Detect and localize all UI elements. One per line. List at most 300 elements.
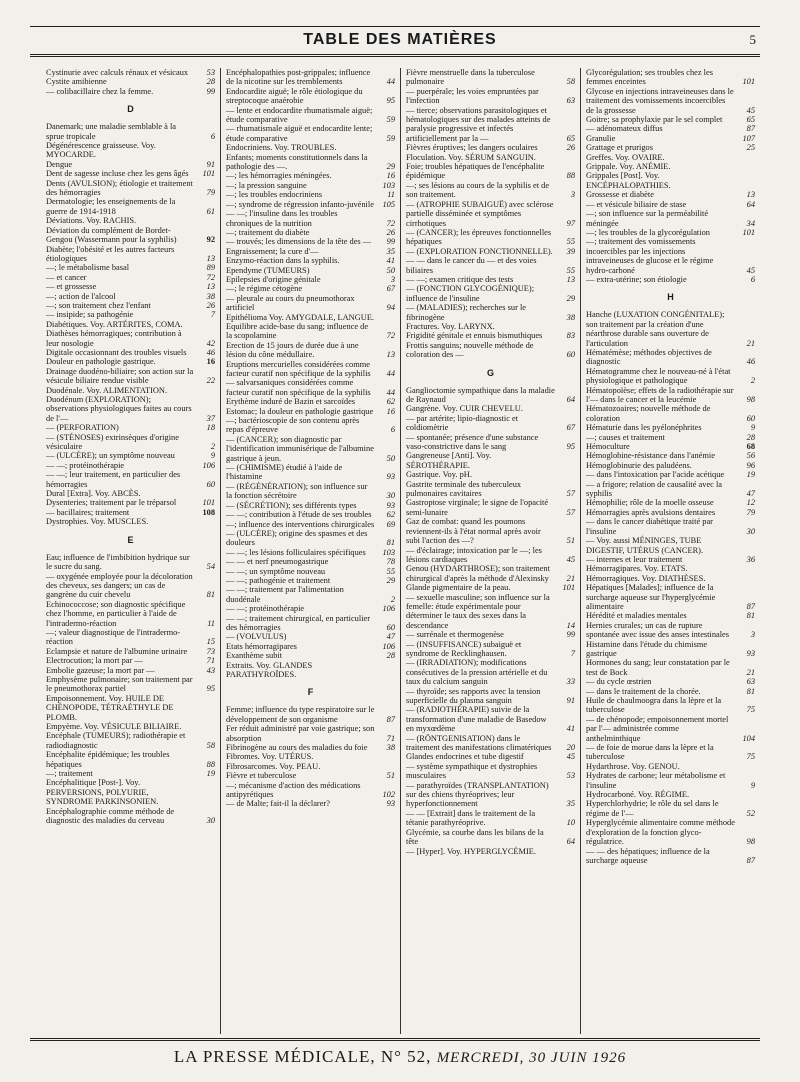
index-entry <box>406 153 575 162</box>
entry-page-ref: 11 <box>207 618 215 628</box>
index-entry <box>406 386 575 405</box>
section-letter: G <box>486 367 494 378</box>
entry-page-ref: 28 <box>386 651 395 661</box>
entry-text: Hernies crurales; un cas de rupture spontanée avec issue des anses intestinales <box>586 620 730 640</box>
index-entry <box>586 696 755 715</box>
entry-page-ref: 104 <box>742 733 755 743</box>
index-entry <box>406 303 575 322</box>
index-entry <box>46 722 215 731</box>
index-entry <box>46 451 215 460</box>
entry-text: — pleurale au cours du pneumothorax artificiel <box>226 293 355 313</box>
index-entry <box>226 604 395 613</box>
entry-text: — par artérite; lipio-diagnostic et coldiomètrie <box>406 413 519 433</box>
index-entry <box>46 263 215 272</box>
index-entry <box>586 564 755 573</box>
entry-text: — (RÉGÉNÉRATION); son influence sur la fonction sécrétoire <box>226 481 368 501</box>
entry-text: Hydarthrose. Voy. GENOU. <box>586 761 680 771</box>
index-entry <box>226 463 395 482</box>
entry-text: Epithélioma Voy. AMYGDALE, LANGUE. <box>226 312 375 322</box>
entry-text: Drainage duodéno-biliaire; son action sur la vésicule biliaire rendue visible <box>46 366 194 386</box>
entry-page-ref: 21 <box>566 573 575 583</box>
entry-page-ref: 22 <box>206 376 215 386</box>
index-entry <box>46 750 215 769</box>
entry-page-ref: 87 <box>386 714 395 724</box>
entry-page-ref: 16 <box>386 171 395 181</box>
index-entry <box>226 529 395 548</box>
index-entry <box>226 247 395 256</box>
index-entry <box>226 501 395 510</box>
entry-text: Encéphalite épidémique; les troubles hépatiques <box>46 750 170 769</box>
entry-page-ref: 12 <box>746 498 755 508</box>
entry-page-ref: 96 <box>746 460 755 470</box>
index-entry <box>226 68 395 87</box>
index-entry <box>586 574 755 583</box>
entry-page-ref: 87 <box>746 601 755 611</box>
entry-page-ref: 65 <box>746 115 755 125</box>
index-entry <box>406 68 575 87</box>
index-entry <box>406 414 575 433</box>
index-entry <box>46 141 215 160</box>
entry-text: —; influence des interventions chirurgicales <box>226 519 375 529</box>
entry-text: Gangreneuse [Anti]. Voy. SÉROTHÉRAPIE. <box>406 451 492 470</box>
entry-page-ref: 64 <box>566 837 575 847</box>
index-entry <box>226 106 395 125</box>
index-entry <box>586 442 755 451</box>
entry-page-ref: 45 <box>746 265 755 275</box>
entry-page-ref: 62 <box>386 510 395 520</box>
entry-text: — —; traitement chirurgical, en particulier des hémorragies <box>226 613 371 632</box>
entry-text: Exanthème subit <box>226 651 283 661</box>
entry-text: — —; pathogénie et traitement <box>226 575 331 585</box>
index-entry <box>406 470 575 479</box>
entry-page-ref: 37 <box>206 413 215 423</box>
index-entry <box>226 153 395 172</box>
index-entry <box>46 807 215 826</box>
index-entry <box>226 781 395 800</box>
index-entry <box>226 360 395 379</box>
entry-text: — — des hépatiques; influence de la surcharge aqueuse <box>586 846 710 865</box>
index-entry <box>46 498 215 507</box>
entry-text: — (EXPLORATION FONCTIONNELLE). <box>406 246 553 256</box>
entry-page-ref: 13 <box>386 350 395 360</box>
entry-text: Grippale. Voy. ANÉMIE. <box>586 162 671 172</box>
entry-text: —; mécanisme d'action des médications antipyrétiques <box>226 780 361 800</box>
entry-page-ref: 101 <box>562 583 575 593</box>
index-entry <box>586 275 755 284</box>
index-entry <box>46 386 215 395</box>
index-entry <box>586 470 755 479</box>
index-entry <box>586 367 755 386</box>
entry-page-ref: 35 <box>386 246 395 256</box>
section-letter: H <box>667 292 674 303</box>
entry-page-ref: 9 <box>750 780 755 790</box>
entry-text: Douleur en pathologie gastrique. <box>46 357 156 367</box>
index-entry <box>586 228 755 237</box>
entry-page-ref: 87 <box>746 124 755 134</box>
entry-page-ref: 39 <box>566 246 575 256</box>
entry-text: Fibrinogène au cours des maladies du foie <box>226 743 368 753</box>
entry-text: Greffes. Voy. OVAIRE. <box>586 152 665 162</box>
entry-page-ref: 106 <box>202 460 215 470</box>
entry-page-ref: 60 <box>386 622 395 632</box>
entry-page-ref: 19 <box>206 769 215 779</box>
entry-text: Gaz de combat: quand les poumons reviennent-ils à l'état normal après avoir subi l'action des —? <box>406 517 541 546</box>
index-entry <box>406 200 575 228</box>
entry-page-ref: 52 <box>746 808 755 818</box>
entry-page-ref: 63 <box>746 677 755 687</box>
entry-page-ref: 25 <box>746 143 755 153</box>
entry-page-ref: 106 <box>382 604 395 614</box>
entry-page-ref: 28 <box>746 432 755 442</box>
index-entry <box>46 160 215 169</box>
entry-text: — d'éclairage; intoxication par le —; les lésions cardiaques <box>406 545 542 564</box>
index-entry <box>586 480 755 499</box>
entry-text: Hémoglobinurie des paludéens. <box>586 460 692 470</box>
index-entry <box>226 266 395 275</box>
entry-text: — —; protéinothérapie <box>46 460 125 470</box>
entry-text: Erection de 15 jours de durée due à une lésion du cône médullaire. <box>226 340 359 360</box>
entry-page-ref: 60 <box>206 479 215 489</box>
index-column-2 <box>220 68 400 1034</box>
entry-text: —; les hémorragies méningées. <box>226 171 332 181</box>
section-letter: D <box>127 104 134 115</box>
entry-text: Glycose en injections intraveineuses dans le traitement des vomissements incoercibles de la grossesse <box>586 86 734 115</box>
entry-text: Gastrique. Voy. pH. <box>406 470 472 480</box>
entry-page-ref: 41 <box>566 724 575 734</box>
entry-text: — —; contribution à l'étude de ses troubles <box>226 510 372 520</box>
entry-text: — —; les lésions folliculaires spécifiques <box>226 547 366 557</box>
index-entry <box>46 423 215 432</box>
entry-page-ref: 11 <box>387 190 395 200</box>
entry-page-ref: 16 <box>206 357 215 367</box>
entry-text: Diathèses hémorragiques; contribution à leur nosologie <box>46 329 182 348</box>
footer <box>0 1047 800 1067</box>
entry-text: Hématurie dans les pyélonéphrites <box>586 423 702 433</box>
index-entry <box>226 799 395 808</box>
index-entry <box>46 320 215 329</box>
entry-page-ref: 45 <box>566 554 575 564</box>
entry-text: —; son traitement chez l'enfant <box>46 300 151 310</box>
index-entry <box>226 585 395 604</box>
entry-page-ref: 35 <box>566 799 575 809</box>
entry-page-ref: 55 <box>566 237 575 247</box>
entry-text: — insipide; sa pathogénie <box>46 310 134 320</box>
entry-text: Hémophilie; rôle de la moelle osseuse <box>586 498 714 508</box>
entry-text: Dystrophies. Voy. MUSCLES. <box>46 517 149 527</box>
entry-text: Hématémèse; méthodes objectives de diagnostic <box>586 347 712 367</box>
entry-text: Dengue <box>46 159 73 169</box>
entry-text: Floculation. Voy. SÉRUM SANGUIN. <box>406 152 536 162</box>
index-entry <box>586 162 755 171</box>
index-column-3 <box>400 68 580 1034</box>
entry-text: Engraissement; la cure d'— <box>226 246 319 256</box>
entry-page-ref: 88 <box>206 759 215 769</box>
entry-text: — —; traitement par l'alimentation duodénale <box>226 585 344 604</box>
index-entry <box>406 322 575 331</box>
entry-text: Dermatologie; les enseignements de la guerre de 1914-1918 <box>46 197 176 216</box>
entry-page-ref: 50 <box>386 453 395 463</box>
entry-page-ref: 101 <box>202 498 215 508</box>
entry-text: Ependyme (TUMEURS) <box>226 265 310 275</box>
entry-page-ref: 99 <box>386 237 395 247</box>
index-entry <box>226 510 395 519</box>
index-entry <box>46 731 215 750</box>
index-entry <box>586 517 755 536</box>
entry-page-ref: 71 <box>206 656 215 666</box>
entry-text: — (SÉCRÉTION); ses différents types <box>226 500 357 510</box>
index-entry <box>46 169 215 178</box>
index-entry <box>46 517 215 526</box>
entry-text: — bacillaires; traitement <box>46 507 130 517</box>
index-entry <box>586 508 755 517</box>
entry-page-ref: 33 <box>566 677 575 687</box>
index-entry <box>586 404 755 423</box>
entry-text: — spontanée; présence d'une substance vaso-constrictive dans le sang <box>406 432 539 452</box>
index-entry <box>226 416 395 435</box>
entry-text: —; le métabolisme basal <box>46 263 130 273</box>
index-entry <box>586 171 755 190</box>
entry-text: Encéphalitique [Post-]. Voy. PERVERSIONS, POLYURIE, SYNDROME PARKINSONIEN. <box>46 778 159 807</box>
entry-text: Dégénérescence graisseuse. Voy. MYOCARDE. <box>46 141 156 160</box>
entry-page-ref: 105 <box>382 199 395 209</box>
entry-page-ref: 7 <box>570 648 575 658</box>
index-entry <box>46 122 215 141</box>
entry-text: — dans l'intoxication par l'acide acétique <box>586 470 725 480</box>
entry-page-ref: 56 <box>746 451 755 461</box>
entry-page-ref: 75 <box>746 705 755 715</box>
entry-text: — thyroïde; ses rapports avec la tension superficielle du plasma sanguin <box>406 686 541 705</box>
index-entry <box>586 790 755 799</box>
entry-page-ref: 3 <box>390 274 395 284</box>
page-title: TABLE DES MATIÈRES <box>303 31 497 48</box>
index-entry <box>226 771 395 780</box>
entry-text: Fièvres éruptives; les dangers oculaires <box>406 143 538 153</box>
entry-page-ref: 41 <box>386 256 395 266</box>
index-entry <box>226 124 395 143</box>
index-entry <box>586 498 755 507</box>
index-entry <box>226 181 395 190</box>
entry-text: Hémorragies après avulsions dentaires <box>586 507 716 517</box>
index-entry <box>406 564 575 583</box>
entry-page-ref: 30 <box>386 491 395 501</box>
index-entry <box>586 124 755 133</box>
index-entry <box>586 190 755 199</box>
entry-page-ref: 97 <box>566 218 575 228</box>
index-entry <box>406 228 575 247</box>
entry-page-ref: 2 <box>390 594 395 604</box>
entry-page-ref: 95 <box>566 442 575 452</box>
index-entry <box>46 282 215 291</box>
entry-page-ref: 83 <box>566 331 575 341</box>
entry-text: — (RÖNTGENISATION) dans le traitement des manifestations climatériques <box>406 733 552 753</box>
entry-page-ref: 91 <box>566 696 575 705</box>
index-entry <box>586 762 755 771</box>
entry-text: — système sympathique et dystrophies musculaires <box>406 761 538 781</box>
index-entry <box>46 348 215 357</box>
index-entry <box>586 555 755 564</box>
entry-text: —; traitement <box>46 769 93 779</box>
index-entry <box>586 386 755 405</box>
entry-text: — du cycle œstrien <box>586 677 652 687</box>
entry-text: — (INSUFFISANCE) subaiguë et syndrome de Recklinghausen. <box>406 639 522 658</box>
entry-text: Hémorragipares. Voy. ETATS. <box>586 564 688 574</box>
entry-page-ref: 72 <box>206 272 215 282</box>
entry-page-ref: 26 <box>206 300 215 310</box>
entry-text: Hanche (LUXATION CONGÉNITALE); son traitement par la création d'une néarthrose durable sans ouverture de l'articulation <box>586 310 725 348</box>
entry-text: Glande pigmentaire de la peau. <box>406 583 511 593</box>
entry-page-ref: 26 <box>386 227 395 237</box>
entry-text: Enfants; moments constitutionnels dans la pathologie des —. <box>226 152 368 172</box>
entry-text: — extra-utérine; son étiologie <box>586 274 687 284</box>
index-entry <box>406 734 575 753</box>
entry-text: Genou (HYDARTHROSE); son traitement chirurgical d'après la méthode d'Alexinsky <box>406 564 550 583</box>
index-entry <box>586 818 755 846</box>
index-entry <box>586 87 755 115</box>
entry-page-ref: 15 <box>206 637 215 647</box>
entry-page-ref: 71 <box>386 733 395 743</box>
entry-page-ref: 21 <box>746 667 755 677</box>
entry-page-ref: 44 <box>386 77 395 87</box>
entry-text: —; les troubles endocriniens <box>226 190 323 200</box>
index-entry <box>226 294 395 313</box>
entry-page-ref: 50 <box>386 265 395 275</box>
entry-text: — (ULCÈRE); un symptôme nouveau <box>46 451 175 461</box>
entry-page-ref: 93 <box>386 799 395 809</box>
index-entry <box>46 357 215 366</box>
index-entry <box>586 677 755 686</box>
entry-page-ref: 13 <box>206 282 215 292</box>
entry-text: Foie; troubles hépatiques de l'encéphalite épidémique <box>406 162 545 181</box>
index-entry <box>46 216 215 225</box>
entry-text: Etats hémorragipares <box>226 641 297 651</box>
entry-text: Hydrocarboné. Voy. RÉGIME. <box>586 790 690 800</box>
entry-page-ref: 30 <box>206 816 215 826</box>
entry-text: Glycorégulation; ses troubles chez les femmes enceintes <box>586 68 713 87</box>
entry-text: Hémoculture <box>586 442 630 452</box>
entry-text: — (PERFORATION) <box>46 423 119 433</box>
entry-page-ref: 92 <box>206 235 215 245</box>
index-entry <box>586 134 755 143</box>
index-entry <box>586 799 755 818</box>
index-entry <box>406 404 575 413</box>
index-entry <box>406 762 575 781</box>
entry-text: — et vésicule biliaire de stase <box>586 199 687 209</box>
footer-date: MERCREDI, 30 JUIN 1926 <box>436 1050 627 1066</box>
entry-page-ref: 59 <box>386 133 395 143</box>
index-entry <box>406 630 575 639</box>
index-entry <box>586 621 755 640</box>
index-entry <box>46 656 215 665</box>
entry-page-ref: 103 <box>382 180 395 190</box>
entry-text: Emphysème pulmonaire; son traitement par le pneumothorax partiel <box>46 674 193 694</box>
index-entry <box>46 292 215 301</box>
index-entry <box>226 752 395 761</box>
entry-page-ref: 13 <box>206 253 215 263</box>
index-entry <box>46 77 215 86</box>
index-entry <box>46 245 215 264</box>
entry-page-ref: 47 <box>746 489 755 499</box>
entry-text: Hématopoïèse; effets de la radiothérapie sur l'— dans le cancer et la leucémie <box>586 385 734 404</box>
index-entry <box>226 651 395 660</box>
entry-text: Fractures. Voy. LARYNX. <box>406 321 495 331</box>
index-entry <box>406 847 575 856</box>
index-entry <box>586 461 755 470</box>
index-entry <box>586 847 755 866</box>
entry-text: Epilepsies d'origine génitale <box>226 274 321 284</box>
entry-text: Equilibre acide-base du sang; influence de la scopolamine <box>226 321 369 341</box>
entry-page-ref: 65 <box>566 133 575 143</box>
entry-text: — — [Extrait] dans le traitement de la tétanie parathyréoprive. <box>406 808 536 828</box>
index-entry <box>586 143 755 152</box>
entry-text: Grippales [Post]. Voy. ENCÉPHALOPATHIES. <box>586 171 671 190</box>
index-entry <box>226 171 395 180</box>
index-entry <box>226 284 395 293</box>
entry-page-ref: 14 <box>566 620 575 630</box>
index-entry <box>226 209 395 228</box>
entry-text: — tierce; observations parasitologiques et hématologiques sur des malades atteints de paralysie progressive et infectés artificiellement par la — <box>406 105 551 143</box>
entry-page-ref: 64 <box>746 199 755 209</box>
index-entry <box>226 87 395 106</box>
index-entry <box>226 275 395 284</box>
entry-page-ref: 6 <box>210 131 215 141</box>
entry-text: — (CANCER); son diagnostic par l'identification immunisérique de l'albumine gastrique à jeun. <box>226 434 374 463</box>
index-entry <box>46 489 215 498</box>
index-entry <box>406 451 575 470</box>
entry-text: Frigidité génitale et ennuis bismuthiques <box>406 331 543 341</box>
entry-page-ref: 89 <box>206 263 215 273</box>
entry-text: Hérédité et maladies mentales <box>586 611 687 621</box>
entry-page-ref: 67 <box>566 423 575 433</box>
index-entry <box>586 715 755 743</box>
index-entry <box>586 743 755 762</box>
entry-text: —; bactérioscopie de son contenu après repas d'épreuve <box>226 416 360 435</box>
entry-page-ref: 94 <box>386 303 395 313</box>
entry-page-ref: 38 <box>386 743 395 753</box>
entry-page-ref: 79 <box>206 188 215 198</box>
entry-page-ref: 60 <box>746 413 755 423</box>
entry-text: — [Hyper]. Voy. HYPERGLYCÉMIE. <box>406 846 536 856</box>
index-entry <box>586 209 755 228</box>
entry-text: — oxygénée employée pour la décoloration des cheveux, ses dangers; un cas de gangrène du cuir chevelu <box>46 571 193 600</box>
entry-page-ref: 61 <box>206 206 215 216</box>
entry-text: — (MALADIES); recherches sur le fibrinogène <box>406 303 527 322</box>
entry-text: Diabète; l'obésité et les autres facteurs étiologiques <box>46 244 175 263</box>
index-entry <box>226 237 395 246</box>
entry-page-ref: 78 <box>386 557 395 567</box>
entry-text: — surrénale et thermogenèse <box>406 630 504 640</box>
entry-text: Grossesse et diabète <box>586 190 654 200</box>
index-entry <box>226 724 395 743</box>
entry-page-ref: 19 <box>746 470 755 480</box>
entry-text: Dysenteries; traitement par le tréparsol <box>46 498 177 508</box>
entry-text: Hydrates de carbone; leur métabolisme et l'insuline <box>586 771 726 790</box>
index-entry <box>226 228 395 237</box>
index-entry <box>226 322 395 341</box>
entry-page-ref: 44 <box>386 387 395 397</box>
entry-text: Estomac; la douleur en pathologie gastrique <box>226 406 374 416</box>
entry-text: — dans le traitement de la chorée. <box>586 686 701 696</box>
index-entry <box>586 237 755 275</box>
entry-text: — —; protéinothérapie <box>226 604 305 614</box>
index-entry <box>46 433 215 452</box>
header-top-rule <box>30 26 760 27</box>
index-entry <box>46 461 215 470</box>
entry-page-ref: 107 <box>742 133 755 143</box>
index-entry <box>406 640 575 659</box>
entry-text: —; action de l'alcool <box>46 291 116 301</box>
entry-page-ref: 98 <box>746 395 755 404</box>
entry-page-ref: 20 <box>566 743 575 753</box>
